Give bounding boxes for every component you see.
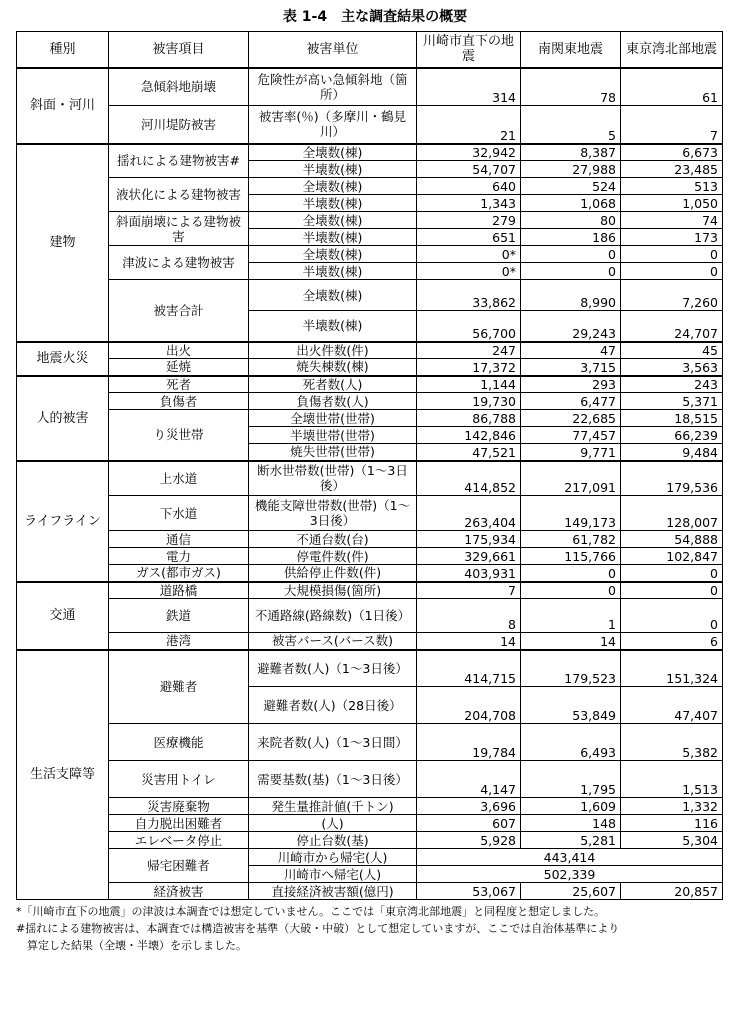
value-minami-kanto: 148	[521, 815, 621, 832]
header-row	[17, 32, 723, 68]
value-kawasaki: 4,147	[417, 761, 521, 798]
value-tokyo-bay: 513	[621, 178, 723, 195]
item-cell: り災世帯	[109, 410, 249, 461]
merged-value-cell: 443,414	[417, 849, 723, 866]
table-row	[17, 342, 723, 359]
unit-cell: 被害率(％)（多摩川・鶴見川）	[249, 106, 417, 144]
value-kawasaki: 19,730	[417, 393, 521, 410]
item-cell: 津波による建物被害	[109, 246, 249, 280]
table-row	[17, 496, 723, 531]
category-cell: 人的被害	[17, 376, 109, 461]
table-row	[17, 650, 723, 687]
table-row	[17, 883, 723, 900]
value-tokyo-bay: 0	[621, 263, 723, 280]
value-tokyo-bay: 20,857	[621, 883, 723, 900]
value-minami-kanto: 61,782	[521, 531, 621, 548]
survey-results-table	[16, 31, 723, 900]
value-tokyo-bay: 116	[621, 815, 723, 832]
item-cell: ガス(都市ガス)	[109, 565, 249, 582]
value-kawasaki: 14	[417, 633, 521, 650]
item-cell: 死者	[109, 376, 249, 393]
value-tokyo-bay: 74	[621, 212, 723, 229]
unit-cell: (人)	[249, 815, 417, 832]
unit-cell: 全壊数(棟)	[249, 280, 417, 311]
value-kawasaki: 5,928	[417, 832, 521, 849]
category-cell: 斜面・河川	[17, 68, 109, 144]
value-kawasaki: 414,852	[417, 461, 521, 496]
value-kawasaki: 247	[417, 342, 521, 359]
table-row	[17, 599, 723, 633]
value-tokyo-bay: 0	[621, 246, 723, 263]
table-row	[17, 832, 723, 849]
value-kawasaki: 54,707	[417, 161, 521, 178]
item-cell: 災害廃棄物	[109, 798, 249, 815]
value-tokyo-bay: 23,485	[621, 161, 723, 178]
table-row	[17, 410, 723, 427]
unit-cell: 断水世帯数(世帯)（1～3日後）	[249, 461, 417, 496]
value-tokyo-bay: 6	[621, 633, 723, 650]
category-group	[17, 650, 723, 900]
value-tokyo-bay: 1,332	[621, 798, 723, 815]
item-cell: 河川堤防被害	[109, 106, 249, 144]
table-row	[17, 548, 723, 565]
value-minami-kanto: 3,715	[521, 359, 621, 376]
item-cell: 被害合計	[109, 280, 249, 342]
category-cell: 建物	[17, 144, 109, 342]
header-minami-kanto: 南関東地震	[521, 32, 621, 68]
value-kawasaki: 7	[417, 582, 521, 599]
value-minami-kanto: 5	[521, 106, 621, 144]
header-tokyo-bay: 東京湾北部地震	[621, 32, 723, 68]
value-minami-kanto: 80	[521, 212, 621, 229]
category-group	[17, 144, 723, 342]
table-row	[17, 178, 723, 195]
value-minami-kanto: 29,243	[521, 311, 621, 342]
value-minami-kanto: 25,607	[521, 883, 621, 900]
value-kawasaki: 8	[417, 599, 521, 633]
value-tokyo-bay: 173	[621, 229, 723, 246]
unit-cell: 危険性が高い急傾斜地（箇所）	[249, 68, 417, 106]
table-row	[17, 582, 723, 599]
item-cell: 斜面崩壊による建物被害	[109, 212, 249, 246]
unit-cell: 焼失棟数(棟)	[249, 359, 417, 376]
value-tokyo-bay: 179,536	[621, 461, 723, 496]
value-tokyo-bay: 3,563	[621, 359, 723, 376]
value-tokyo-bay: 9,484	[621, 444, 723, 461]
table-title: 表 1-4 主な調査結果の概要	[282, 9, 468, 25]
category-group	[17, 376, 723, 461]
footnote-line: 算定した結果（全壊・半壊）を示しました。	[16, 939, 247, 952]
value-tokyo-bay: 5,371	[621, 393, 723, 410]
value-tokyo-bay: 47,407	[621, 687, 723, 724]
value-tokyo-bay: 0	[621, 565, 723, 582]
table-row	[17, 393, 723, 410]
table-row	[17, 565, 723, 582]
item-cell: 帰宅困難者	[109, 849, 249, 883]
value-minami-kanto: 22,685	[521, 410, 621, 427]
unit-cell: 発生量推計値(千トン)	[249, 798, 417, 815]
category-group	[17, 582, 723, 650]
unit-cell: 全壊数(棟)	[249, 144, 417, 161]
category-cell: ライフライン	[17, 461, 109, 582]
value-minami-kanto: 1,068	[521, 195, 621, 212]
unit-cell: 大規模損傷(箇所)	[249, 582, 417, 599]
unit-cell: 不通台数(台)	[249, 531, 417, 548]
unit-cell: 半壊数(棟)	[249, 195, 417, 212]
value-kawasaki: 329,661	[417, 548, 521, 565]
item-cell: 急傾斜地崩壊	[109, 68, 249, 106]
value-tokyo-bay: 5,304	[621, 832, 723, 849]
value-tokyo-bay: 1,513	[621, 761, 723, 798]
value-tokyo-bay: 0	[621, 599, 723, 633]
category-group	[17, 342, 723, 376]
unit-cell: 不通路線(路線数)（1日後）	[249, 599, 417, 633]
table-row	[17, 798, 723, 815]
value-kawasaki: 3,696	[417, 798, 521, 815]
unit-cell: 来院者数(人)（1～3日間）	[249, 724, 417, 761]
unit-cell: 出火件数(件)	[249, 342, 417, 359]
unit-cell: 需要基数(基)（1～3日後）	[249, 761, 417, 798]
value-kawasaki: 0*	[417, 263, 521, 280]
table-row	[17, 815, 723, 832]
value-minami-kanto: 524	[521, 178, 621, 195]
item-cell: 揺れによる建物被害#	[109, 144, 249, 178]
value-minami-kanto: 5,281	[521, 832, 621, 849]
table-row	[17, 761, 723, 798]
value-minami-kanto: 1	[521, 599, 621, 633]
table-row	[17, 531, 723, 548]
value-tokyo-bay: 45	[621, 342, 723, 359]
value-tokyo-bay: 6,673	[621, 144, 723, 161]
value-kawasaki: 204,708	[417, 687, 521, 724]
item-cell: 上水道	[109, 461, 249, 496]
table-row	[17, 359, 723, 376]
item-cell: 電力	[109, 548, 249, 565]
value-kawasaki: 1,343	[417, 195, 521, 212]
unit-cell: 機能支障世帯数(世帯)（1～3日後）	[249, 496, 417, 531]
unit-cell: 避難者数(人)（28日後）	[249, 687, 417, 724]
unit-cell: 全壊数(棟)	[249, 212, 417, 229]
unit-cell: 死者数(人)	[249, 376, 417, 393]
value-kawasaki: 1,144	[417, 376, 521, 393]
value-tokyo-bay: 243	[621, 376, 723, 393]
category-cell: 生活支障等	[17, 650, 109, 900]
value-kawasaki: 175,934	[417, 531, 521, 548]
value-kawasaki: 414,715	[417, 650, 521, 687]
value-minami-kanto: 115,766	[521, 548, 621, 565]
table-row	[17, 376, 723, 393]
value-kawasaki: 0*	[417, 246, 521, 263]
item-cell: エレベータ停止	[109, 832, 249, 849]
item-cell: 鉄道	[109, 599, 249, 633]
value-kawasaki: 47,521	[417, 444, 521, 461]
unit-cell: 半壊数(棟)	[249, 263, 417, 280]
category-cell: 交通	[17, 582, 109, 650]
value-minami-kanto: 53,849	[521, 687, 621, 724]
table-row	[17, 461, 723, 496]
footnote-line: *「川崎市直下の地震」の津波は本調査では想定していません。ここでは「東京湾北部地震」と同程度と想定しました。	[16, 905, 606, 918]
value-minami-kanto: 77,457	[521, 427, 621, 444]
table-row	[17, 633, 723, 650]
unit-cell: 避難者数(人)（1～3日後）	[249, 650, 417, 687]
value-kawasaki: 32,942	[417, 144, 521, 161]
value-minami-kanto: 217,091	[521, 461, 621, 496]
item-cell: 通信	[109, 531, 249, 548]
unit-cell: 被害バース(バース数)	[249, 633, 417, 650]
value-minami-kanto: 0	[521, 565, 621, 582]
header-category: 種別	[17, 32, 109, 68]
value-tokyo-bay: 66,239	[621, 427, 723, 444]
value-kawasaki: 314	[417, 68, 521, 106]
value-kawasaki: 607	[417, 815, 521, 832]
value-kawasaki: 263,404	[417, 496, 521, 531]
item-cell: 下水道	[109, 496, 249, 531]
item-cell: 医療機能	[109, 724, 249, 761]
category-group	[17, 68, 723, 144]
value-kawasaki: 56,700	[417, 311, 521, 342]
item-cell: 負傷者	[109, 393, 249, 410]
value-minami-kanto: 1,609	[521, 798, 621, 815]
table-row	[17, 68, 723, 106]
item-cell: 液状化による建物被害	[109, 178, 249, 212]
value-tokyo-bay: 151,324	[621, 650, 723, 687]
value-tokyo-bay: 7,260	[621, 280, 723, 311]
unit-cell: 焼失世帯(世帯)	[249, 444, 417, 461]
unit-cell: 半壊数(棟)	[249, 311, 417, 342]
item-cell: 避難者	[109, 650, 249, 724]
value-kawasaki: 142,846	[417, 427, 521, 444]
unit-cell: 半壊数(棟)	[249, 229, 417, 246]
value-minami-kanto: 0	[521, 246, 621, 263]
value-tokyo-bay: 61	[621, 68, 723, 106]
value-minami-kanto: 8,990	[521, 280, 621, 311]
header-item: 被害項目	[109, 32, 249, 68]
item-cell: 自力脱出困難者	[109, 815, 249, 832]
merged-value-cell: 502,339	[417, 866, 723, 883]
unit-cell: 半壊世帯(世帯)	[249, 427, 417, 444]
value-minami-kanto: 6,493	[521, 724, 621, 761]
value-kawasaki: 403,931	[417, 565, 521, 582]
value-minami-kanto: 0	[521, 582, 621, 599]
value-tokyo-bay: 5,382	[621, 724, 723, 761]
value-minami-kanto: 9,771	[521, 444, 621, 461]
unit-cell: 半壊数(棟)	[249, 161, 417, 178]
item-cell: 出火	[109, 342, 249, 359]
unit-cell: 負傷者数(人)	[249, 393, 417, 410]
unit-cell: 川崎市へ帰宅(人)	[249, 866, 417, 883]
value-minami-kanto: 14	[521, 633, 621, 650]
value-tokyo-bay: 102,847	[621, 548, 723, 565]
value-minami-kanto: 6,477	[521, 393, 621, 410]
item-cell: 災害用トイレ	[109, 761, 249, 798]
value-minami-kanto: 186	[521, 229, 621, 246]
value-minami-kanto: 1,795	[521, 761, 621, 798]
value-minami-kanto: 78	[521, 68, 621, 106]
value-kawasaki: 17,372	[417, 359, 521, 376]
item-cell: 港湾	[109, 633, 249, 650]
unit-cell: 全壊数(棟)	[249, 246, 417, 263]
header-kawasaki: 川崎市直下の地震	[417, 32, 521, 68]
unit-cell: 全壊世帯(世帯)	[249, 410, 417, 427]
category-group	[17, 461, 723, 582]
table-row	[17, 849, 723, 866]
value-kawasaki: 21	[417, 106, 521, 144]
value-tokyo-bay: 1,050	[621, 195, 723, 212]
value-tokyo-bay: 0	[621, 582, 723, 599]
value-kawasaki: 33,862	[417, 280, 521, 311]
value-tokyo-bay: 128,007	[621, 496, 723, 531]
unit-cell: 川崎市から帰宅(人)	[249, 849, 417, 866]
value-minami-kanto: 149,173	[521, 496, 621, 531]
value-minami-kanto: 8,387	[521, 144, 621, 161]
item-cell: 延焼	[109, 359, 249, 376]
value-tokyo-bay: 24,707	[621, 311, 723, 342]
unit-cell: 全壊数(棟)	[249, 178, 417, 195]
unit-cell: 停電件数(件)	[249, 548, 417, 565]
value-minami-kanto: 293	[521, 376, 621, 393]
value-kawasaki: 651	[417, 229, 521, 246]
value-kawasaki: 86,788	[417, 410, 521, 427]
unit-cell: 停止台数(基)	[249, 832, 417, 849]
item-cell: 道路橋	[109, 582, 249, 599]
value-minami-kanto: 47	[521, 342, 621, 359]
value-kawasaki: 640	[417, 178, 521, 195]
table-row	[17, 106, 723, 144]
value-tokyo-bay: 18,515	[621, 410, 723, 427]
table-row	[17, 144, 723, 161]
value-tokyo-bay: 54,888	[621, 531, 723, 548]
item-cell: 経済被害	[109, 883, 249, 900]
value-tokyo-bay: 7	[621, 106, 723, 144]
table-row	[17, 246, 723, 263]
value-minami-kanto: 179,523	[521, 650, 621, 687]
value-kawasaki: 19,784	[417, 724, 521, 761]
table-row	[17, 280, 723, 311]
table-row	[17, 212, 723, 229]
unit-cell: 直接経済被害額(億円)	[249, 883, 417, 900]
value-kawasaki: 53,067	[417, 883, 521, 900]
value-minami-kanto: 0	[521, 263, 621, 280]
footnote-line: #揺れによる建物被害は、本調査では構造被害を基準（大破・中破）として想定していますが、ここでは自治体基準により	[16, 922, 620, 935]
value-minami-kanto: 27,988	[521, 161, 621, 178]
unit-cell: 供給停止件数(件)	[249, 565, 417, 582]
table-row	[17, 724, 723, 761]
header-unit: 被害単位	[249, 32, 417, 68]
value-kawasaki: 279	[417, 212, 521, 229]
category-cell: 地震火災	[17, 342, 109, 376]
